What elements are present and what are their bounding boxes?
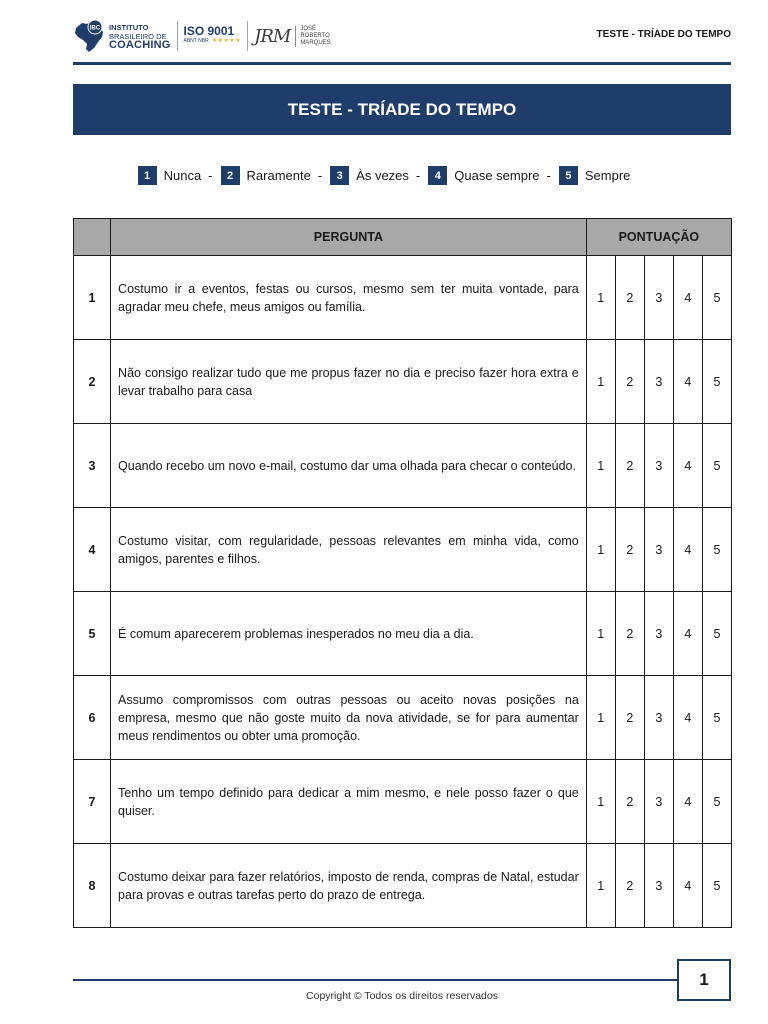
- ibc-logo: [73, 18, 171, 54]
- table-row: [74, 676, 732, 760]
- page-number-text: 1: [699, 970, 709, 989]
- score-option[interactable]: 3: [644, 676, 673, 760]
- score-option[interactable]: 3: [644, 424, 673, 508]
- legend-label: Às vezes: [356, 168, 409, 183]
- star-rating-icon: ★★★★★: [211, 38, 242, 44]
- legend-label: Nunca: [163, 168, 202, 183]
- table-row: [74, 424, 732, 508]
- legend-separator: -: [208, 168, 213, 183]
- legend-label: Quase sempre: [454, 168, 540, 183]
- score-option[interactable]: 2: [615, 508, 644, 592]
- header-divider: [73, 62, 731, 65]
- question-text: Costumo visitar, com regularidade, pessoas relevantes em minha vida, como amigos, parentes e filhos.: [111, 508, 587, 592]
- score-option[interactable]: 4: [673, 340, 702, 424]
- score-option[interactable]: 1: [586, 592, 615, 676]
- score-option[interactable]: 1: [586, 760, 615, 844]
- iso-logo: [184, 26, 242, 46]
- score-option[interactable]: 2: [615, 760, 644, 844]
- score-option[interactable]: 2: [615, 844, 644, 928]
- iso-title: ISO 9001: [183, 24, 235, 38]
- legend-item: [428, 166, 559, 185]
- table-row: [74, 256, 732, 340]
- question-text: Tenho um tempo definido para dedicar a mim mesmo, e nele posso fazer o que quiser.: [111, 760, 587, 844]
- score-option[interactable]: 1: [586, 256, 615, 340]
- score-option[interactable]: 5: [702, 592, 731, 676]
- legend-number-badge: 2: [221, 166, 240, 185]
- logo-divider: [247, 21, 248, 51]
- score-option[interactable]: 5: [702, 676, 731, 760]
- header-question: PERGUNTA: [111, 219, 587, 256]
- score-option[interactable]: 3: [644, 760, 673, 844]
- score-option[interactable]: 5: [702, 340, 731, 424]
- score-option[interactable]: 5: [702, 844, 731, 928]
- ibc-line-2: BRASILEIRO DE: [109, 31, 167, 41]
- question-number: 3: [74, 424, 111, 508]
- table-body: [74, 256, 732, 928]
- legend-item: [221, 166, 331, 185]
- question-text: Quando recebo um novo e-mail, costumo dar uma olhada para checar o conteúdo.: [111, 424, 587, 508]
- score-option[interactable]: 1: [586, 508, 615, 592]
- legend-number-badge: 3: [330, 166, 349, 185]
- score-option[interactable]: 3: [644, 340, 673, 424]
- table-row: [74, 592, 732, 676]
- legend-number-badge: 1: [138, 166, 157, 185]
- jrm-logo: [254, 26, 331, 47]
- legend-item: [559, 166, 631, 185]
- footer-divider: [73, 979, 678, 981]
- score-option[interactable]: 4: [673, 256, 702, 340]
- question-number: 5: [74, 592, 111, 676]
- score-option[interactable]: 3: [644, 256, 673, 340]
- score-option[interactable]: 4: [673, 676, 702, 760]
- question-number: 2: [74, 340, 111, 424]
- question-number: 1: [74, 256, 111, 340]
- ibc-line-3: COACHING: [109, 38, 171, 51]
- legend-number-badge: 4: [428, 166, 447, 185]
- legend-separator: -: [546, 168, 551, 183]
- question-text: Não consigo realizar tudo que me propus fazer no dia e preciso fazer hora extra e levar trabalho para casa: [111, 340, 587, 424]
- jrm-name-1: JOSÉ: [300, 25, 316, 32]
- legend-label: Sempre: [584, 168, 631, 183]
- score-option[interactable]: 2: [615, 676, 644, 760]
- questionnaire-table: [73, 218, 732, 928]
- score-option[interactable]: 4: [673, 844, 702, 928]
- score-option[interactable]: 2: [615, 424, 644, 508]
- score-option[interactable]: 4: [673, 424, 702, 508]
- question-number: 8: [74, 844, 111, 928]
- question-text: Costumo deixar para fazer relatórios, imposto de renda, compras de Natal, estudar para provas e outras tarefas perto do prazo de entrega.: [111, 844, 587, 928]
- score-option[interactable]: 1: [586, 424, 615, 508]
- score-option[interactable]: 5: [702, 424, 731, 508]
- header-score: PONTUAÇÃO: [586, 219, 731, 256]
- score-option[interactable]: 4: [673, 760, 702, 844]
- score-option[interactable]: 5: [702, 256, 731, 340]
- ibc-line-1: INSTITUTO: [109, 22, 149, 32]
- legend-number-badge: 5: [559, 166, 578, 185]
- logo-group: [73, 16, 331, 56]
- question-text: Assumo compromissos com outras pessoas ou aceito novas posições na empresa, mesmo que não goste muito da nova atividade, se for para aumentar meus rendimentos ou obter uma promoção.: [111, 676, 587, 760]
- brazil-map-icon: [73, 18, 105, 54]
- legend-separator: -: [415, 168, 421, 183]
- table-row: [74, 760, 732, 844]
- jrm-name-2: ROBERTO: [300, 32, 330, 39]
- header-title: TESTE - TRÍADE DO TEMPO: [596, 29, 731, 40]
- legend-item: [330, 166, 428, 185]
- score-option[interactable]: 4: [673, 592, 702, 676]
- page-title: TESTE - TRÍADE DO TEMPO: [287, 99, 517, 119]
- legend-item: [138, 166, 221, 185]
- copyright-text: Copyright © Todos os direitos reservados: [306, 990, 498, 1002]
- jrm-name-3: MARQUES: [300, 39, 331, 46]
- score-option[interactable]: 3: [644, 844, 673, 928]
- table-header-row: [74, 219, 732, 256]
- jrm-monogram: JRM: [254, 25, 291, 47]
- question-number: 4: [74, 508, 111, 592]
- score-option[interactable]: 2: [615, 592, 644, 676]
- table-row: [74, 340, 732, 424]
- score-option[interactable]: 1: [586, 844, 615, 928]
- score-option[interactable]: 5: [702, 760, 731, 844]
- logo-divider: [177, 21, 178, 51]
- score-legend: [0, 166, 768, 185]
- legend-separator: -: [317, 168, 323, 183]
- header-number-cell: [74, 219, 111, 256]
- page-title-banner: [73, 84, 731, 135]
- score-option[interactable]: 1: [586, 340, 615, 424]
- score-option[interactable]: 2: [615, 340, 644, 424]
- table-row: [74, 508, 732, 592]
- score-option[interactable]: 2: [615, 256, 644, 340]
- iso-subtitle: ABNT NBR: [183, 38, 209, 44]
- question-number: 7: [74, 760, 111, 844]
- question-number: 6: [74, 676, 111, 760]
- score-option[interactable]: 3: [644, 592, 673, 676]
- score-option[interactable]: 4: [673, 508, 702, 592]
- question-text: Costumo ir a eventos, festas ou cursos, mesmo sem ter muita vontade, para agradar meu chefe, meus amigos ou família.: [111, 256, 587, 340]
- table-row: [74, 844, 732, 928]
- score-option[interactable]: 5: [702, 508, 731, 592]
- score-option[interactable]: 1: [586, 676, 615, 760]
- question-text: É comum aparecerem problemas inesperados no meu dia a dia.: [111, 592, 587, 676]
- legend-label: Raramente: [246, 168, 311, 183]
- ibc-badge-text: IBC: [89, 25, 101, 32]
- score-option[interactable]: 3: [644, 508, 673, 592]
- page-header: [73, 16, 731, 62]
